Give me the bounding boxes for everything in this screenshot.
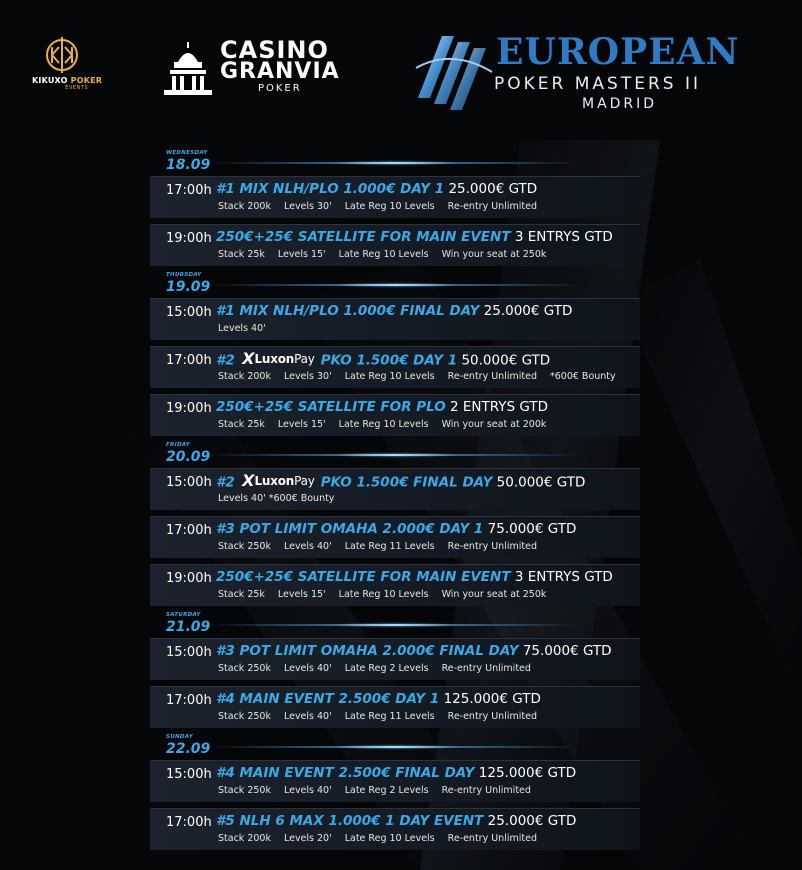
event-detail: Re-entry Unlimited: [447, 201, 537, 212]
european-poker-masters-logo: [412, 28, 772, 118]
epm-city: MADRID: [582, 96, 658, 112]
luxonpay-logo: [242, 349, 315, 368]
event-detail: Late Reg 2 Levels: [344, 663, 429, 674]
event-detail: Levels 40': [283, 541, 332, 552]
luxon-x-icon: X: [242, 471, 255, 490]
event-details: [218, 833, 550, 844]
event-guarantee: 125.000€ GTD: [478, 765, 577, 781]
event-title: [216, 521, 576, 537]
event-name: 250€+25€ SATELLITE FOR MAIN EVENT: [216, 569, 511, 585]
event-guarantee: 75.000€ GTD: [522, 643, 612, 659]
event-row: [150, 638, 640, 680]
event-guarantee: 50.000€ GTD: [461, 352, 551, 369]
event-number: #2: [216, 474, 235, 491]
event-title: [216, 229, 613, 245]
event-title: [216, 569, 613, 585]
casino-line3: POKER: [257, 83, 302, 94]
event-time: 15:00h: [166, 767, 212, 782]
luxon-word-part1: Luxon: [254, 473, 295, 488]
kikuxo-poker-logo: [32, 36, 103, 91]
event-row: [150, 176, 640, 218]
event-name: #4 MAIN EVENT 2.500€ FINAL DAY: [216, 765, 475, 781]
event-details: [218, 371, 629, 382]
event-detail: Re-entry Unlimited: [447, 833, 537, 844]
event-name: PKO 1.500€ FINAL DAY: [320, 474, 493, 491]
day-divider-glow: [210, 162, 580, 164]
header: [0, 0, 802, 130]
event-title: [216, 473, 585, 492]
day-weekday: SUNDAY: [166, 734, 194, 740]
event-title: [216, 399, 548, 415]
event-detail: Levels 40': [283, 663, 332, 674]
day-date: 22.09: [166, 741, 211, 757]
luxon-word-part2: Pay: [294, 351, 315, 366]
event-row: [150, 224, 640, 266]
event-time: 15:00h: [166, 645, 212, 660]
event-detail: Levels 20': [283, 833, 332, 844]
event-title: [216, 813, 576, 829]
event-detail: Stack 25k: [218, 589, 265, 600]
day-divider-glow: [210, 746, 580, 748]
event-name: 250€+25€ SATELLITE FOR PLO: [216, 399, 446, 415]
kikuxo-sub: EVENTS: [65, 85, 88, 91]
event-time: 17:00h: [166, 815, 212, 830]
luxon-word-part1: Luxon: [254, 351, 295, 366]
event-detail: Win your seat at 250k: [441, 249, 547, 260]
event-title: [216, 181, 537, 197]
day-divider-glow: [210, 284, 580, 286]
event-time: 15:00h: [166, 305, 212, 320]
day-date: 19.09: [166, 279, 211, 295]
event-name: #1 MIX NLH/PLO 1.000€ FINAL DAY: [216, 303, 480, 319]
event-detail: *600€ Bounty: [549, 371, 616, 382]
event-time: 19:00h: [166, 401, 212, 416]
event-row: [150, 686, 640, 728]
event-time: 19:00h: [166, 571, 212, 586]
event-name: #5 NLH 6 MAX 1.000€ 1 DAY EVENT: [216, 813, 484, 829]
event-details: [218, 493, 347, 504]
event-detail: Late Reg 10 Levels: [338, 419, 429, 430]
event-time: 17:00h: [166, 523, 212, 538]
event-detail: Re-entry Unlimited: [447, 371, 537, 382]
event-detail: Levels 40': [283, 711, 332, 722]
event-row: [150, 564, 640, 606]
event-row: [150, 808, 640, 850]
event-detail: Levels 40': [283, 785, 332, 796]
event-title: [216, 303, 572, 319]
event-row: [150, 516, 640, 558]
event-details: [218, 711, 550, 722]
event-detail: Late Reg 11 Levels: [344, 541, 435, 552]
event-detail: Levels 15': [277, 589, 326, 600]
event-guarantee: 125.000€ GTD: [443, 691, 541, 707]
event-details: [218, 323, 279, 334]
event-guarantee: 50.000€ GTD: [496, 474, 586, 491]
event-detail: Late Reg 10 Levels: [338, 249, 429, 260]
event-detail: Stack 250k: [218, 785, 271, 796]
luxonpay-logo: [242, 471, 315, 490]
luxonpay-wordmark: [254, 474, 314, 488]
event-details: [218, 419, 559, 430]
event-detail: Re-entry Unlimited: [447, 711, 537, 722]
event-detail: Re-entry Unlimited: [441, 785, 531, 796]
kikuxo-name: KIKUXO POKER: [32, 76, 103, 85]
event-row: [150, 468, 640, 510]
event-row: [150, 298, 640, 340]
event-row: [150, 760, 640, 802]
luxon-word-part2: Pay: [294, 473, 315, 488]
event-name: PKO 1.500€ DAY 1: [320, 352, 458, 369]
day-date: 21.09: [166, 619, 211, 635]
day-weekday: WEDNESDAY: [166, 150, 208, 156]
event-guarantee: 75.000€ GTD: [487, 521, 577, 537]
event-guarantee: 25.000€ GTD: [483, 303, 573, 319]
event-detail: Stack 250k: [218, 541, 271, 552]
event-details: [218, 201, 550, 212]
event-time: 17:00h: [166, 353, 212, 368]
event-row: [150, 394, 640, 436]
kk-monogram-icon: [43, 36, 81, 74]
day-weekday: SATURDAY: [166, 612, 201, 618]
event-name: #4 MAIN EVENT 2.500€ DAY 1: [216, 691, 440, 707]
event-details: [218, 785, 544, 796]
event-title: [216, 691, 541, 707]
event-title: [216, 765, 576, 781]
epm-title: EUROPEAN: [496, 31, 740, 73]
day-divider-glow: [210, 454, 580, 456]
epm-subtitle: POKER MASTERS II: [494, 74, 701, 94]
event-detail: Levels 15': [277, 419, 326, 430]
day-divider-glow: [210, 624, 580, 626]
epm-emblem-icon: [412, 28, 496, 118]
event-detail: Re-entry Unlimited: [441, 663, 531, 674]
casino-line1: CASINO: [220, 36, 329, 64]
event-detail: Stack 25k: [218, 419, 265, 430]
event-detail: Stack 250k: [218, 711, 271, 722]
day-header: [150, 442, 640, 468]
day-header: [150, 272, 640, 298]
event-detail: Stack 200k: [218, 201, 271, 212]
day-weekday: THURSDAY: [166, 272, 202, 278]
casino-granvia-logo: [160, 38, 350, 102]
casino-line2: GRANVIA: [220, 59, 340, 84]
event-guarantee: 2 ENTRYS GTD: [450, 399, 549, 415]
event-detail: Re-entry Unlimited: [447, 541, 537, 552]
day-weekday: FRIDAY: [166, 442, 191, 448]
event-details: [218, 249, 559, 260]
event-name: #3 POT LIMIT OMAHA 2.000€ FINAL DAY: [216, 643, 519, 659]
event-time: 19:00h: [166, 231, 212, 246]
event-details: [218, 589, 559, 600]
event-time: 17:00h: [166, 183, 212, 198]
luxon-x-icon: X: [242, 349, 255, 368]
event-detail: Late Reg 2 Levels: [344, 785, 429, 796]
event-detail: Late Reg 10 Levels: [338, 589, 429, 600]
day-header: [150, 150, 640, 176]
event-time: 17:00h: [166, 693, 212, 708]
event-details: [218, 663, 544, 674]
event-name: #3 POT LIMIT OMAHA 2.000€ DAY 1: [216, 521, 484, 537]
day-header: [150, 734, 640, 760]
event-guarantee: 3 ENTRYS GTD: [514, 229, 613, 245]
luxonpay-wordmark: [254, 352, 314, 366]
event-detail: Levels 15': [277, 249, 326, 260]
event-detail: Stack 250k: [218, 663, 271, 674]
tournament-schedule: [150, 150, 640, 856]
event-row: [150, 346, 640, 388]
event-title: [216, 643, 612, 659]
event-detail: Levels 30': [283, 201, 332, 212]
event-detail: Levels 30': [283, 371, 332, 382]
event-time: 15:00h: [166, 475, 212, 490]
capitol-dome-icon: [160, 38, 216, 98]
event-detail: Stack 200k: [218, 833, 271, 844]
event-number: #2: [216, 352, 235, 369]
event-detail: Stack 200k: [218, 371, 271, 382]
event-detail: Late Reg 10 Levels: [344, 833, 435, 844]
event-guarantee: 25.000€ GTD: [487, 813, 577, 829]
event-guarantee: 25.000€ GTD: [448, 181, 538, 197]
event-detail: Late Reg 10 Levels: [344, 201, 435, 212]
event-detail: Win your seat at 200k: [441, 419, 547, 430]
day-header: [150, 612, 640, 638]
event-name: #1 MIX NLH/PLO 1.000€ DAY 1: [216, 181, 445, 197]
event-detail: Late Reg 10 Levels: [344, 371, 435, 382]
event-details: [218, 541, 550, 552]
event-guarantee: 3 ENTRYS GTD: [514, 569, 613, 585]
event-detail: Win your seat at 250k: [441, 589, 547, 600]
event-detail: Late Reg 11 Levels: [344, 711, 435, 722]
event-detail: Levels 40': [218, 323, 266, 334]
day-date: 20.09: [166, 449, 211, 465]
day-date: 18.09: [166, 157, 211, 173]
event-name: 250€+25€ SATELLITE FOR MAIN EVENT: [216, 229, 511, 245]
event-detail: Stack 25k: [218, 249, 265, 260]
event-title: [216, 351, 550, 370]
event-detail: Levels 40' *600€ Bounty: [218, 493, 335, 504]
